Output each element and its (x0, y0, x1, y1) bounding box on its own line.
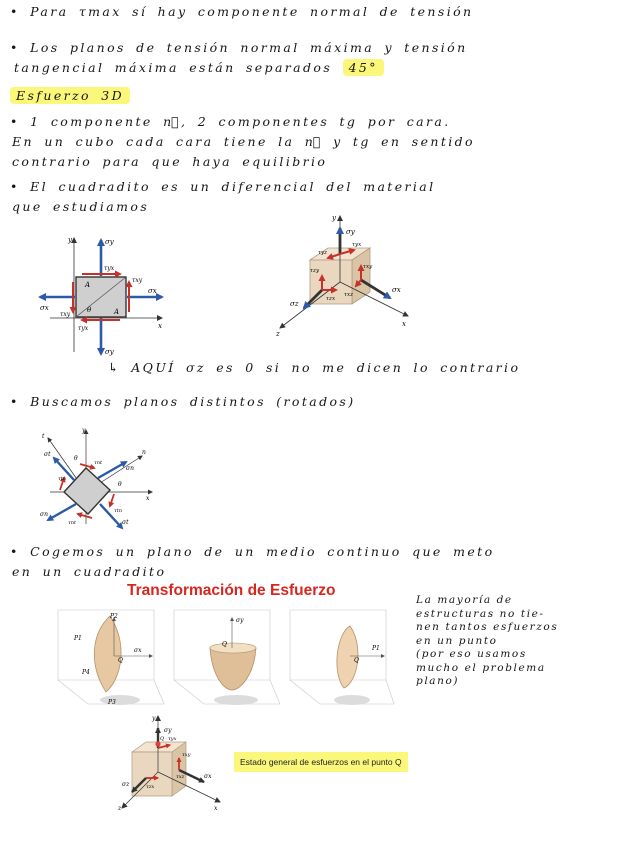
note-line-separated-text: tangencial máxima están separados (14, 60, 333, 75)
surface-panel-1 (58, 610, 164, 706)
axis-label-x: x (158, 322, 162, 330)
label-tau-zy-3d: τzy (310, 268, 320, 274)
axis-label-z-3d: z (276, 330, 280, 338)
label-tau-yx-bottom: τyx (78, 325, 89, 332)
label-tau-zx-3d: τzx (326, 296, 336, 302)
label-sigma-y-bottom: σy (105, 348, 114, 356)
highlight-45-degrees: 45° (343, 59, 384, 76)
slide-label-sigma-y: σy (164, 727, 172, 734)
label-tau-yx-top: τyx (104, 265, 115, 272)
note-line-separated (14, 60, 384, 75)
slide-axis-label-z: z (118, 805, 122, 812)
label-q-2: Q (222, 641, 227, 648)
label-q-1: Q (118, 657, 123, 664)
note-line-plane: • Cogemos un plano de un medio continuo que meto (10, 544, 495, 559)
note-line-sigma-z: ↳ AQUÍ σz es 0 si no me dicen lo contrario (108, 360, 521, 375)
stress-cube-3d-figure (262, 210, 422, 340)
label-tau-xy-left: τxy (60, 311, 71, 318)
slide-stress-cube-figure (116, 712, 226, 812)
shadow-3 (334, 695, 370, 705)
axis-label-x-3d: x (402, 320, 406, 328)
label-q-3: Q (354, 657, 359, 664)
label-sigma-t-bottom: σt (122, 519, 129, 526)
label-tau-xy-3d: τxy (363, 264, 373, 270)
label-p4: P4 (82, 669, 90, 676)
side-note-line-3: nen tantos esfuerzos (416, 621, 559, 633)
label-tau-tn-right: τtn (114, 508, 122, 514)
surface-2-rim (210, 643, 256, 653)
tau-nt-arrow-top (80, 464, 94, 468)
rotated-element-figure (30, 424, 160, 534)
label-sigma-y-top: σy (105, 238, 114, 246)
slide-label-sigma-z: σz (122, 781, 130, 788)
axis-label-x-rot: x (146, 495, 150, 502)
side-note-line-1: La mayoría de (416, 594, 513, 606)
section-heading-3d (10, 88, 130, 103)
surface-panel-2 (174, 610, 280, 705)
sigma-n-arrow-bottom (48, 504, 76, 520)
note-line-planes: • Los planos de tensión normal máxima y tensión (10, 40, 468, 55)
slide-axis-label-y: y (152, 715, 156, 722)
side-note-line-4: en un punto (416, 634, 498, 647)
side-note-line-5: (por eso usamos (416, 648, 527, 660)
slide-label-tau-xz: τxz (176, 774, 185, 780)
axis-label-y-3d: y (332, 214, 336, 222)
label-tau-nt-bottom: τnt (68, 520, 76, 526)
label-face-a-bottom: A (114, 308, 120, 316)
point-q-marker (155, 741, 160, 746)
note-line-study: que estudiamos (12, 199, 150, 214)
label-angle-theta: θ (87, 306, 92, 314)
side-note-line-7: plano) (416, 675, 460, 687)
side-note-line-6: mucho el problema (416, 661, 546, 674)
shadow-1 (100, 695, 140, 705)
label-sigma-y-3d: σy (346, 228, 355, 236)
label-sigma-y-surface-2: σy (236, 617, 244, 624)
side-note (416, 594, 558, 689)
label-tau-yx-3d: τyx (352, 242, 362, 248)
axis-label-n-rot: n (142, 449, 146, 456)
label-sigma-x-3d: σx (392, 286, 401, 294)
axis-label-y-rot: y (82, 427, 86, 434)
note-line-rotated: • Buscamos planos distintos (rotados) (10, 394, 356, 409)
label-p2: P2 (110, 613, 118, 620)
label-sigma-t-top: σt (44, 451, 51, 458)
label-tau-nt-top: τnt (94, 460, 102, 466)
label-tau-xy-right: τxy (132, 277, 143, 284)
note-line-square: en un cuadradito (12, 564, 167, 579)
side-note-line-2: estructuras no tie- (416, 607, 545, 620)
slide-label-tau-yx: τyx (168, 736, 177, 742)
slide-label-tau-xy: τxy (182, 752, 191, 758)
tau-nt-arrow-bottom (78, 514, 92, 518)
label-theta-top: θ (74, 455, 78, 462)
label-p1-b: P1 (372, 645, 380, 652)
slide-title: Transformación de Esfuerzo (127, 582, 336, 599)
label-sigma-n-top: σn (126, 465, 134, 472)
label-sigma-x-surface-1: σx (134, 647, 142, 654)
note-line-equilibrium: contrario para que haya equilibrio (12, 154, 328, 169)
label-p1-a: P1 (74, 635, 82, 642)
stress-surfaces-figure (54, 604, 394, 708)
surface-panel-3 (290, 610, 394, 705)
slide-label-q: Q (160, 736, 165, 742)
tau-tn-arrow-right (110, 494, 114, 506)
shadow-2 (214, 695, 258, 705)
label-sigma-x-left: σx (40, 304, 49, 312)
note-line-components: • 1 componente n⃗, 2 componentes tg por cara. (10, 114, 451, 129)
note-line-cube: En un cubo cada cara tiene la n⃗ y tg en sentido (12, 134, 475, 149)
label-p3: P3 (108, 699, 116, 706)
label-sigma-z-3d: σz (290, 300, 299, 308)
slide-caption: Estado general de esfuerzos en el punto Q (234, 752, 408, 772)
label-theta-right: θ (118, 481, 122, 488)
label-sigma-x-right: σx (148, 287, 157, 295)
slide-label-sigma-x: σx (204, 773, 212, 780)
label-tau-xz-3d: τxz (344, 292, 354, 298)
axis-label-y: y (68, 236, 72, 244)
axis-label-t-rot: t (42, 433, 45, 440)
note-line-tau-max: • Para τmax sí hay componente normal de tensión (10, 4, 474, 19)
slide-axis-label-x: x (214, 805, 218, 812)
label-tau-tn-left: τtn (58, 476, 66, 482)
label-tau-yz-3d: τyz (318, 250, 328, 256)
slide-label-tau-zx: τzx (146, 784, 155, 790)
surface-1 (94, 616, 121, 692)
note-line-differential: • El cuadradito es un diferencial del material (10, 179, 436, 194)
plane-stress-element-figure (30, 232, 170, 358)
heading-highlight: Esfuerzo 3D (10, 87, 130, 104)
label-sigma-n-bottom: σn (40, 511, 48, 518)
label-face-a-top: A (85, 281, 91, 289)
